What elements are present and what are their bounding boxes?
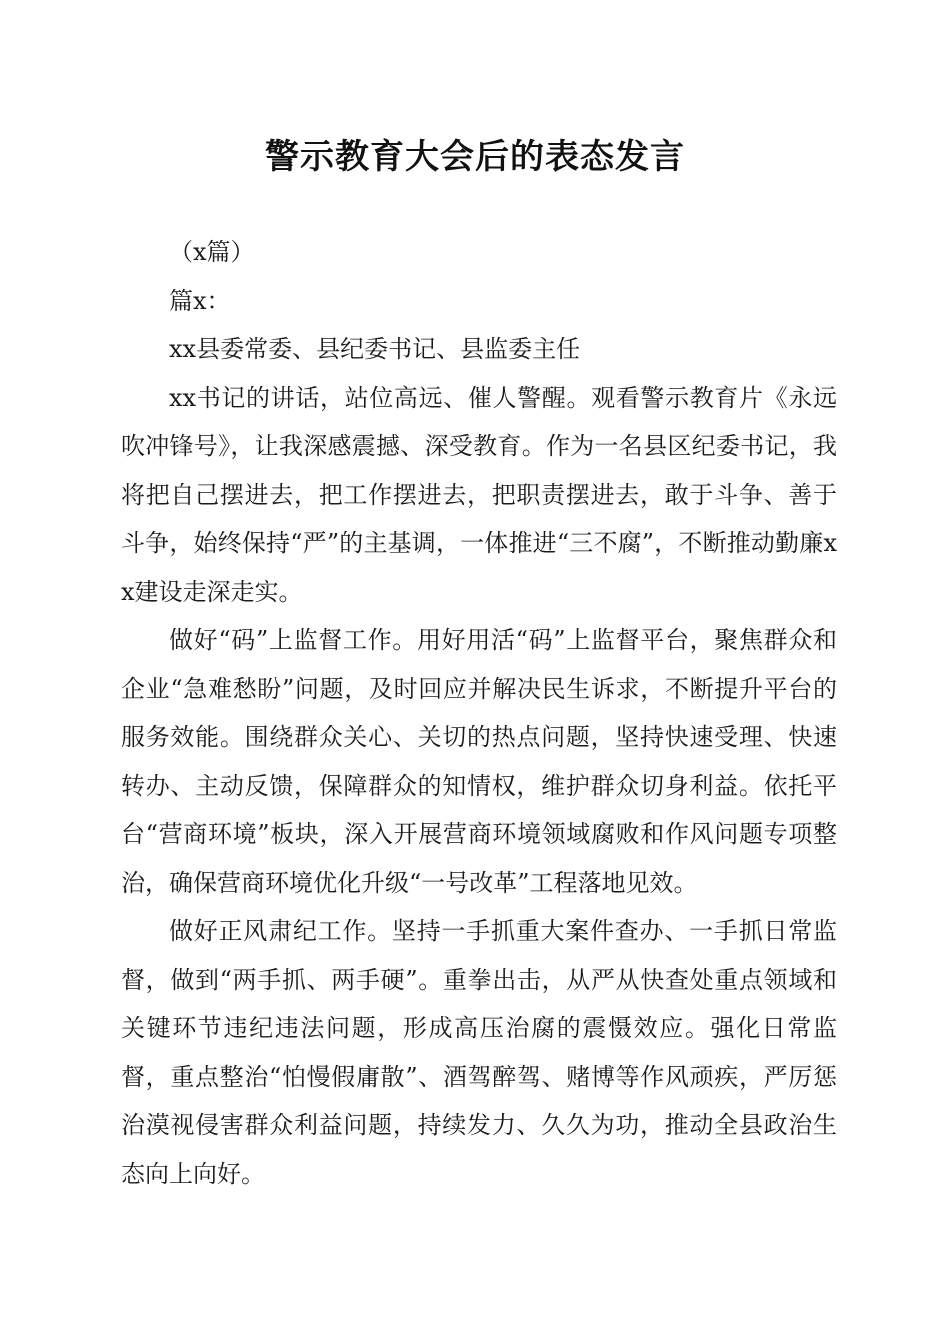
paragraph-supervision: 做好“码”上监督工作。用好用活“码”上监督平台，聚焦群众和企业“急难愁盼”问题，及时回应并解决民生诉求，不断提升平台的服务效能。围绕群众关心、关切的热点问题，坚持快速受理、快速转办、主动反馈，保障群众的知情权，维护群众切身利益。依托平台“营商环境”板块，深入开展营商环境领域腐败和作风问题专项整治，确保营商环境优化升级“一号改革”工程落地见效。 [121,626,837,897]
paragraph-speaker: xx县委常委、县纪委书记、县监委主任 [169,335,581,363]
document-title: 警示教育大会后的表态发言 [265,137,685,177]
paragraph-discipline: 做好正风肃纪工作。坚持一手抓重大案件查办、一手抓日常监督，做到“两手抓、两手硬”。重拳出击，从严从快查处重点领域和关键环节违纪违法问题，形成高压治腐的震慑效应。强化日常监督，重点整治“怕慢假庸散”、酒驾醉驾、赌博等作风顽疾，严厉惩治漠视侵害群众利益问题，持续发力、久久为功，推动全县政治生态向上向好。 [121,917,837,1188]
paragraph-subtitle: （x篇） [169,238,255,266]
paragraph-section-label: 篇x： [169,286,231,315]
paragraph-intro: xx书记的讲话，站位高远、催人警醒。观看警示教育片《永远吹冲锋号》，让我深感震撼、深受教育。作为一名县区纪委书记，我将把自己摆进去，把工作摆进去，把职责摆进去，敢于斗争、善于斗争，始终保持“严”的主基调，一体推进“三不腐”，不断推动勤廉xx建设走深走实。 [121,383,837,606]
document-body [121,228,837,1198]
